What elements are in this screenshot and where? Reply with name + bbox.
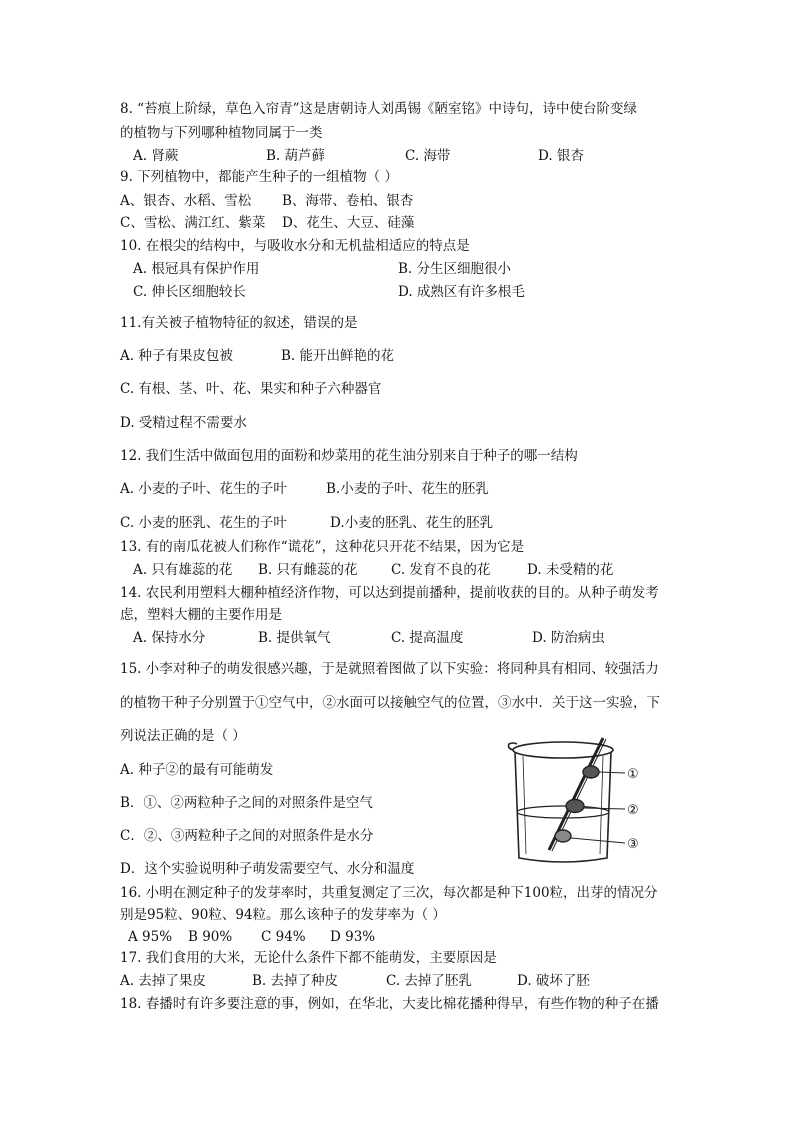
- q15-option-a: A. 种子②的最有可能萌发: [120, 762, 274, 778]
- leader-line-2: [584, 808, 625, 809]
- q9-option-c: C、雪松、满江红、紫菜: [120, 215, 266, 231]
- q11-option-c: C. 有根、茎、叶、花、果实和种子六种器官: [120, 381, 382, 397]
- q17-stem: 17. 我们食用的大米，无论什么条件下都不能萌发，主要原因是: [120, 950, 497, 966]
- q13-option-b: B. 只有雌蕊的花: [258, 562, 358, 578]
- leader-line-3: [571, 838, 625, 843]
- q17-option-b: B. 去掉了种皮: [252, 973, 339, 989]
- q12-option-b: B.小麦的子叶、花生的胚乳: [326, 481, 489, 497]
- q15-option-b: B．①、②两粒种子之间的对照条件是空气: [120, 795, 373, 811]
- q8-stem-line2: 的植物与下列哪种植物同属于一类: [120, 125, 323, 141]
- q8-stem-line1: 8. “苔痕上阶绿，草色入帘青”这是唐朝诗人刘禹锡《陋室铭》中诗句，诗中使台阶变绿: [120, 101, 637, 117]
- beaker-inner-wall: [600, 756, 603, 854]
- q13-option-c: C. 发育不良的花: [391, 562, 491, 578]
- q8-option-c: C. 海带: [405, 148, 451, 164]
- q16-option-c: C 94%: [261, 929, 306, 945]
- q12-option-a: A. 小麦的子叶、花生的子叶: [120, 481, 287, 497]
- seed-1: [583, 766, 599, 778]
- q12-stem: 12. 我们生活中做面包用的面粉和炒菜用的花生油分别来自于种子的哪一结构: [120, 448, 578, 464]
- q14-option-b: B. 提供氧气: [258, 630, 331, 646]
- q10-option-d: D. 成熟区有许多根毛: [398, 284, 525, 300]
- q15-stem-line1: 15. 小李对种子的萌发很感兴趣，于是就照着图做了以下实验：将同种具有相同、较强活力: [120, 661, 659, 677]
- figure-label-2: ②: [627, 803, 639, 818]
- q11-option-d: D. 受精过程不需要水: [120, 415, 247, 431]
- q9-option-a: A、银杏、水稻、雪松: [120, 193, 252, 209]
- q14-stem-line1: 14. 农民利用塑料大棚种植经济作物，可以达到提前播种，提前收获的目的。从种子萌发考: [120, 585, 659, 601]
- q12-option-d: D.小麦的胚乳、花生的胚乳: [330, 515, 494, 531]
- q15-option-d: D．这个实验说明种子萌发需要空气、水分和温度: [120, 861, 415, 877]
- q10-option-a: A. 根冠具有保护作用: [133, 261, 260, 277]
- q11-option-b: B. 能开出鲜艳的花: [281, 348, 395, 364]
- q18-stem-line1: 18. 春播时有许多要注意的事，例如，在华北，大麦比棉花播种得早，有些作物的种子在播: [120, 996, 659, 1012]
- q13-option-d: D. 未受精的花: [527, 562, 614, 578]
- q15-option-c: C．②、③两粒种子之间的对照条件是水分: [120, 828, 374, 844]
- q14-option-d: D. 防治病虫: [532, 630, 605, 646]
- q9-stem: 9. 下列植物中，都能产生种子的一组植物（ ）: [120, 169, 398, 185]
- q16-option-d: D 93%: [330, 929, 376, 945]
- beaker-inner-wall: [523, 756, 526, 854]
- q8-option-a: A. 肾蕨: [133, 148, 179, 164]
- q13-stem: 13. 有的南瓜花被人们称作“谎花”，这种花只开花不结果，因为它是: [120, 539, 525, 555]
- q15-stem-line3: 列说法正确的是（ ）: [120, 728, 246, 744]
- seed-3: [555, 830, 571, 842]
- q14-stem-line2: 虑，塑料大棚的主要作用是: [120, 607, 282, 623]
- q16-stem-line2: 别是95粒、90粒、94粒。那么该种子的发芽率为（ ）: [120, 907, 446, 923]
- q10-stem: 10. 在根尖的结构中，与吸收水分和无机盐相适应的特点是: [120, 238, 470, 254]
- q13-option-a: A. 只有雄蕊的花: [133, 562, 233, 578]
- q16-option-a: A 95%: [128, 929, 173, 945]
- q17-option-a: A. 去掉了果皮: [120, 973, 206, 989]
- q8-option-d: D. 银杏: [538, 148, 584, 164]
- q9-option-b: B、海带、卷柏、银杏: [282, 193, 414, 209]
- q16-option-b: B 90%: [188, 929, 233, 945]
- q15-stem-line2: 的植物干种子分别置于①空气中，②水面可以接触空气的位置，③水中．关于这一实验，下: [120, 695, 660, 711]
- q12-option-c: C. 小麦的胚乳、花生的子叶: [120, 515, 287, 531]
- q10-option-c: C. 伸长区细胞较长: [133, 284, 246, 300]
- seed-2: [566, 800, 584, 813]
- q14-option-a: A. 保持水分: [133, 630, 206, 646]
- beaker-experiment-figure: [505, 732, 655, 867]
- q10-option-b: B. 分生区细胞很小: [398, 261, 512, 277]
- leader-line-1: [599, 772, 625, 773]
- q17-option-d: D. 破坏了胚: [517, 973, 590, 989]
- q17-option-c: C. 去掉了胚乳: [386, 973, 472, 989]
- figure-label-1: ①: [627, 767, 639, 782]
- q11-stem: 11.有关被子植物特征的叙述，错误的是: [120, 315, 358, 331]
- q14-option-c: C. 提高温度: [391, 630, 464, 646]
- q9-option-d: D、花生、大豆、硅藻: [282, 215, 415, 231]
- q11-option-a: A. 种子有果皮包被: [120, 348, 233, 364]
- q8-option-b: B. 葫芦藓: [266, 148, 326, 164]
- figure-label-3: ③: [627, 837, 639, 852]
- q16-stem-line1: 16. 小明在测定种子的发芽率时，共重复测定了三次，每次都是种下100粒，出芽的情况分: [120, 885, 658, 901]
